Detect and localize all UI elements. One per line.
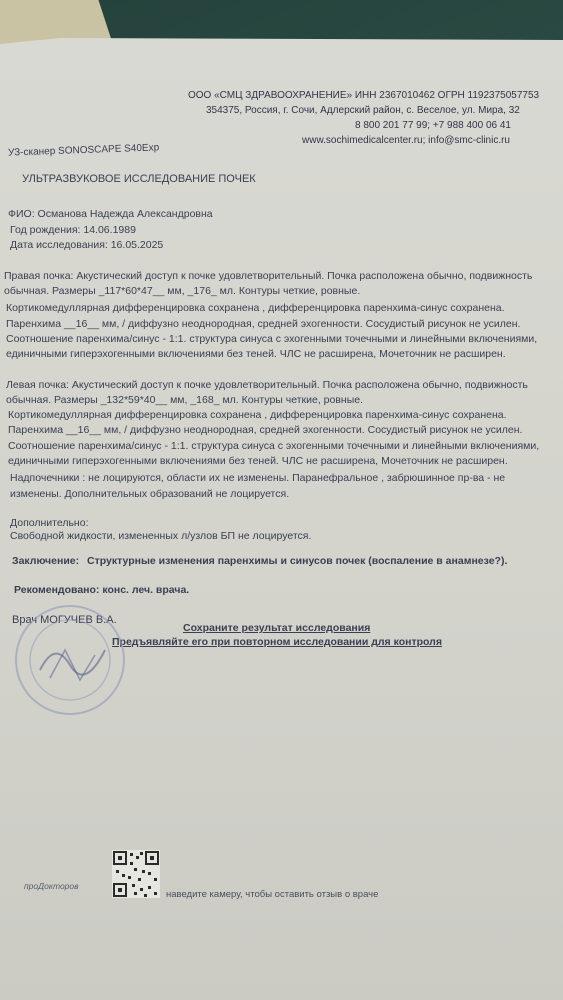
scanner-model: УЗ-сканер SONOSCAPE S40Exp [7, 142, 160, 159]
clinic-web: www.sochimedicalcenter.ru; info@smc-clinic.ru [302, 135, 510, 146]
keep-result-note: Сохраните результат исследования [183, 622, 371, 634]
conclusion-text: Структурные изменения паренхимы и синусов почек (воспаление в анамнезе?). [87, 555, 508, 567]
document-title: УЛЬТРАЗВУКОВОЕ ИССЛЕДОВАНИЕ ПОЧЕК [22, 173, 256, 185]
patient-birth: Год рождения: 14.06.1989 [10, 224, 136, 236]
right-kidney-line: Кортикомедуллярная дифференцировка сохранена , дифференцировка паренхима-синус сохранена. [6, 302, 505, 314]
adrenals-line: изменены. Дополнительных образований не лоцируется. [10, 488, 290, 500]
prodoctorov-logo: проДокторов [24, 881, 79, 891]
qr-code [112, 850, 160, 898]
left-kidney-line: Левая почка: Акустический доступ к почке удовлетворительный. Почка расположена обычно, подвижность [6, 379, 528, 391]
additional-heading: Дополнительно: [10, 517, 89, 529]
conclusion-label: Заключение: [12, 555, 80, 567]
left-kidney-line: Кортикомедуллярная дифференцировка сохранена , дифференцировка паренхима-синус сохранена. [8, 409, 507, 421]
clinic-address: 354375, Россия, г. Сочи, Адлерский район, с. Веселое, ул. Мира, 32 [206, 105, 520, 116]
exam-date: Дата исследования: 16.05.2025 [10, 239, 164, 251]
right-kidney-line: единичными гиперэхогенными включениями без теней. ЧЛС не расширена, Мочеточник не расширен. [6, 348, 506, 360]
left-kidney-line: обычная. Размеры _132*59*40__ мм, _168_ мл. Контуры четкие, ровные. [6, 394, 364, 406]
recommendation: Рекомендовано: конс. леч. врача. [14, 584, 190, 596]
right-kidney-line: обычная. Размеры _117*60*47__ мм, _176_ мл. Контуры четкие, ровные. [4, 285, 361, 297]
left-kidney-line: Паренхима __16__ мм, / диффузно неоднородная, средней эхогенности. Сосудистый рисунок не усилен. [8, 424, 523, 436]
right-kidney-line: Правая почка: Акустический доступ к почке удовлетворительный. Почка расположена обычно, подвижность [4, 270, 533, 282]
clinic-name: ООО «СМЦ ЗДРАВООХРАНЕНИЕ» ИНН 2367010462 ОГРН 1192375057753 [188, 90, 540, 101]
round-stamp [10, 600, 130, 720]
left-kidney-line: единичными гиперэхогенными включениями без теней. ЧЛС не расширена, Мочеточник не расширен. [8, 455, 508, 467]
additional-text: Свободной жидкости, измененных л/узлов БП не лоцируется. [10, 530, 312, 542]
qr-caption: наведите камеру, чтобы оставить отзыв о враче [166, 889, 379, 900]
patient-name: ФИО: Османова Надежда Александровна [8, 208, 213, 220]
present-result-note: Предъявляйте его при повторном исследовании для контроля [112, 636, 442, 648]
right-kidney-line: Паренхима __16__ мм, / диффузно неоднородная, средней эхогенности. Сосудистый рисунок не усилен. [6, 318, 521, 330]
left-kidney-line: Соотношение паренхима/синус - 1:1. структура синуса с эхогенными точечными и линейными включениями, [8, 440, 540, 452]
doctor-name: Врач МОГУЧЕВ В.А. [12, 614, 117, 626]
clinic-phones: 8 800 201 77 99; +7 988 400 06 41 [355, 120, 511, 131]
right-kidney-line: Соотношение паренхима/синус - 1:1. структура синуса с эхогенными точечными и линейными включениями, [6, 333, 538, 345]
adrenals-line: Надпочечники : не лоцируются, области их не изменены. Паранефральное , забрюшинное пр-ва - не [10, 472, 506, 484]
